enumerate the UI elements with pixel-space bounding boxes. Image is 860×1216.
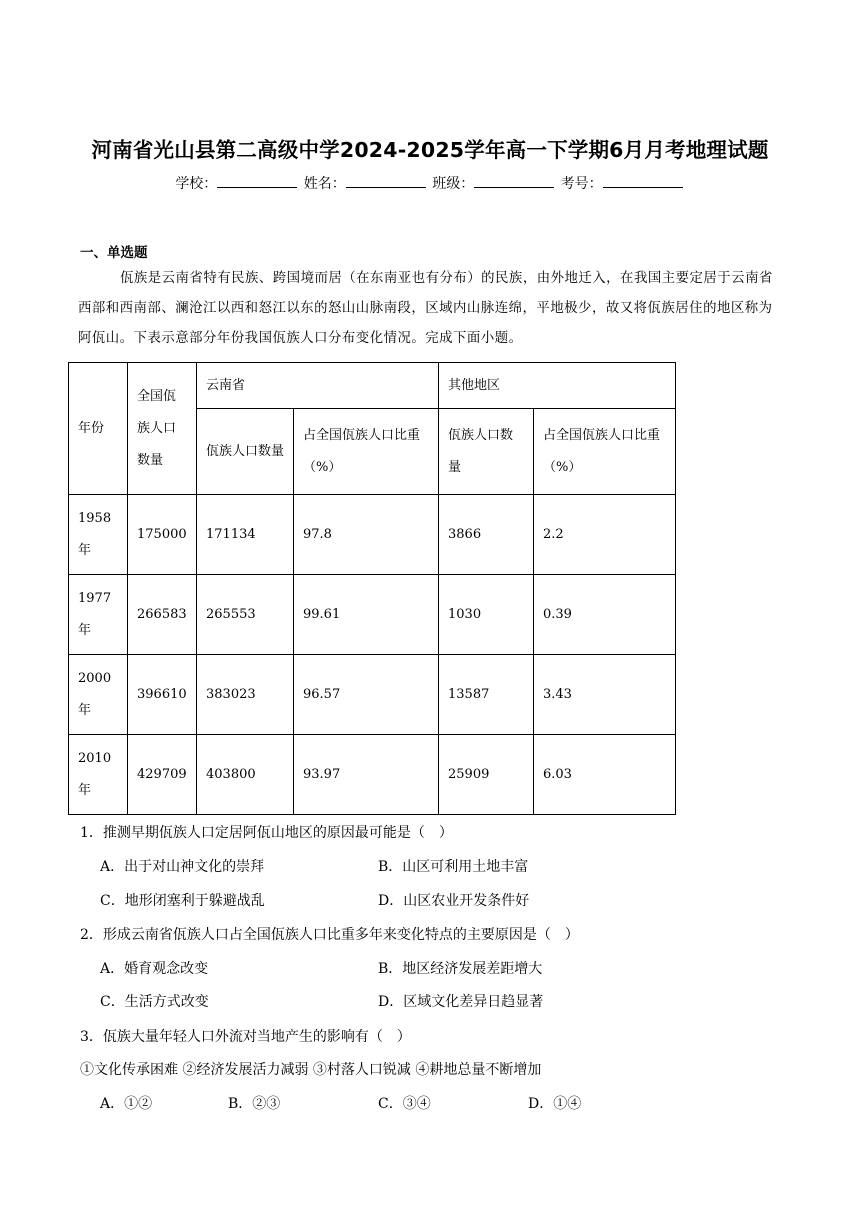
cell-yunnan-share: 93.97 bbox=[294, 735, 439, 815]
cell-other-share: 0.39 bbox=[534, 575, 676, 655]
name-blank bbox=[346, 175, 426, 188]
cell-other-pop: 3866 bbox=[439, 495, 534, 575]
question-1-option-b[interactable]: B．山区可利用土地丰富 bbox=[378, 859, 529, 875]
header-yunnan-share: 占全国佤族人口比重（%） bbox=[294, 409, 439, 495]
intro-paragraph: 佤族是云南省特有民族、跨国境而居（在东南亚也有分布）的民族，由外地迁入，在我国主要定居于云南省西部和西南部、澜沧江以西和怒江以东的怒山山脉南段，区域内山脉连绵，平地极少，故又将佤族居住的地区称为阿佤山。下表示意部分年份我国佤族人口分布变化情况。完成下面小题。 bbox=[78, 271, 773, 346]
class-label: 班级： bbox=[432, 176, 475, 192]
header-yunnan-pop: 佤族人口数量 bbox=[197, 409, 294, 495]
table-header-row bbox=[69, 363, 676, 409]
question-3-option-b[interactable]: B．②③ bbox=[228, 1096, 281, 1112]
cell-total: 429709 bbox=[128, 735, 197, 815]
class-blank bbox=[474, 175, 554, 188]
question-3-statements: ①文化传承困难 ②经济发展活力减弱 ③村落人口锐减 ④耕地总量不断增加 bbox=[80, 1062, 542, 1078]
question-1-option-c[interactable]: C．地形闭塞利于躲避战乱 bbox=[100, 893, 265, 909]
header-other-share: 占全国佤族人口比重（%） bbox=[534, 409, 676, 495]
question-3-option-c[interactable]: C．③④ bbox=[378, 1096, 431, 1112]
question-3-option-d[interactable]: D．①④ bbox=[528, 1096, 582, 1112]
cell-year: 1977年 bbox=[69, 575, 128, 655]
page-title: 河南省光山县第二高级中学2024-2025学年高一下学期6月月考地理试题 bbox=[91, 138, 769, 162]
question-1-option-d[interactable]: D．山区农业开发条件好 bbox=[378, 893, 530, 909]
cell-year: 1958年 bbox=[69, 495, 128, 575]
name-label: 姓名： bbox=[303, 176, 346, 192]
question-3-stem: 3．佤族大量年轻人口外流对当地产生的影响有（ ） bbox=[80, 1029, 411, 1045]
cell-yunnan-share: 97.8 bbox=[294, 495, 439, 575]
student-info-line bbox=[0, 173, 860, 193]
population-table bbox=[68, 362, 676, 815]
question-1-option-a[interactable]: A．出于对山神文化的崇拜 bbox=[100, 859, 265, 875]
cell-other-pop: 13587 bbox=[439, 655, 534, 735]
table-row bbox=[69, 575, 676, 655]
header-other-pop: 佤族人口数量 bbox=[439, 409, 534, 495]
cell-yunnan-pop: 383023 bbox=[197, 655, 294, 735]
cell-yunnan-pop: 171134 bbox=[197, 495, 294, 575]
cell-yunnan-pop: 403800 bbox=[197, 735, 294, 815]
question-2-stem: 2．形成云南省佤族人口占全国佤族人口比重多年来变化特点的主要原因是（ ） bbox=[80, 927, 579, 943]
question-2-option-a[interactable]: A．婚育观念改变 bbox=[100, 961, 209, 977]
cell-total: 175000 bbox=[128, 495, 197, 575]
question-1-stem: 1．推测早期佤族人口定居阿佤山地区的原因最可能是（ ） bbox=[80, 825, 453, 841]
number-blank bbox=[603, 175, 683, 188]
cell-yunnan-share: 96.57 bbox=[294, 655, 439, 735]
cell-other-pop: 25909 bbox=[439, 735, 534, 815]
question-2-option-b[interactable]: B．地区经济发展差距增大 bbox=[378, 961, 543, 977]
cell-year: 2010年 bbox=[69, 735, 128, 815]
section-heading: 一、单选题 bbox=[80, 245, 148, 261]
header-other: 其他地区 bbox=[439, 363, 676, 409]
cell-total: 266583 bbox=[128, 575, 197, 655]
header-year: 年份 bbox=[69, 363, 128, 495]
school-label: 学校： bbox=[175, 176, 218, 192]
question-3-option-a[interactable]: A．①② bbox=[100, 1096, 153, 1112]
table-row bbox=[69, 735, 676, 815]
cell-yunnan-share: 99.61 bbox=[294, 575, 439, 655]
header-total: 全国佤族人口数量 bbox=[128, 363, 197, 495]
cell-other-pop: 1030 bbox=[439, 575, 534, 655]
question-2-option-d[interactable]: D．区域文化差异日趋显著 bbox=[378, 994, 544, 1010]
cell-total: 396610 bbox=[128, 655, 197, 735]
header-yunnan: 云南省 bbox=[197, 363, 439, 409]
table-row bbox=[69, 495, 676, 575]
cell-other-share: 2.2 bbox=[534, 495, 676, 575]
cell-year: 2000年 bbox=[69, 655, 128, 735]
cell-yunnan-pop: 265553 bbox=[197, 575, 294, 655]
cell-other-share: 6.03 bbox=[534, 735, 676, 815]
question-2-option-c[interactable]: C．生活方式改变 bbox=[100, 994, 209, 1010]
number-label: 考号： bbox=[560, 176, 603, 192]
cell-other-share: 3.43 bbox=[534, 655, 676, 735]
table-row bbox=[69, 655, 676, 735]
school-blank bbox=[217, 175, 297, 188]
